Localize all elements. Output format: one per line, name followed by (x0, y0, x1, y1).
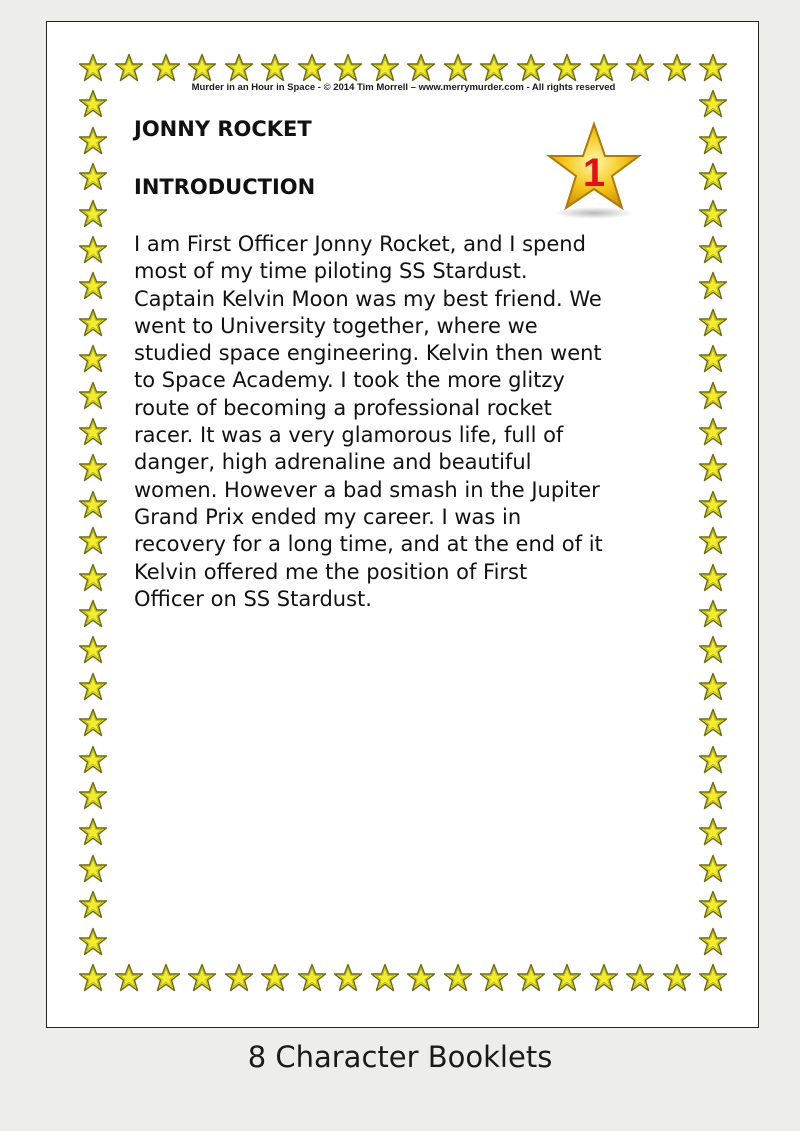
star-icon (552, 53, 582, 83)
star-icon (78, 417, 108, 447)
star-icon (698, 271, 728, 301)
star-icon (698, 890, 728, 920)
star-icon (516, 963, 546, 993)
star-icon (78, 635, 108, 665)
star-icon (698, 89, 728, 119)
star-icon (78, 854, 108, 884)
star-icon (479, 53, 509, 83)
star-icon (260, 53, 290, 83)
star-icon (114, 53, 144, 83)
star-icon (78, 89, 108, 119)
star-icon (662, 963, 692, 993)
star-icon (698, 599, 728, 629)
star-icon (78, 235, 108, 265)
star-icon (78, 745, 108, 775)
star-icon (78, 963, 108, 993)
star-icon (78, 126, 108, 156)
star-icon (698, 126, 728, 156)
star-icon (78, 344, 108, 374)
star-icon (78, 199, 108, 229)
star-icon (78, 162, 108, 192)
star-icon (224, 53, 254, 83)
gold-star-icon (546, 120, 642, 220)
star-icon (443, 963, 473, 993)
star-icon (370, 53, 400, 83)
star-icon (698, 745, 728, 775)
badge-number: 1 (582, 151, 606, 195)
star-icon (698, 672, 728, 702)
star-icon (698, 781, 728, 811)
star-icon (78, 927, 108, 957)
star-icon (443, 53, 473, 83)
star-icon (187, 53, 217, 83)
star-icon (698, 708, 728, 738)
star-icon (333, 963, 363, 993)
star-icon (698, 53, 728, 83)
star-icon (78, 381, 108, 411)
star-icon (151, 53, 181, 83)
star-icon (662, 53, 692, 83)
star-icon (224, 963, 254, 993)
star-icon (698, 199, 728, 229)
star-icon (78, 490, 108, 520)
star-icon (333, 53, 363, 83)
star-icon (698, 235, 728, 265)
star-icon (78, 708, 108, 738)
star-icon (698, 526, 728, 556)
introduction-text: I am First Officer Jonny Rocket, and I spend most of my time piloting SS Stardust. Captain Kelvin Moon was my best friend. We went to University together, where we studied space engineering. Kelvin then went to Space Academy. I took the more glitzy route of becoming a professional rocket racer. It was a very glamorous life, full of danger, high adrenaline and beautiful women. However a bad smash in the Jupiter Grand Prix ended my career. I was in recovery for a long time, and at the end of it Kelvin offered me the position of First Officer on SS Stardust. (134, 232, 603, 611)
star-icon (114, 963, 144, 993)
star-icon (78, 271, 108, 301)
star-icon (698, 817, 728, 847)
star-icon (78, 53, 108, 83)
star-icon (698, 381, 728, 411)
star-icon (698, 563, 728, 593)
star-icon (78, 890, 108, 920)
star-icon (78, 817, 108, 847)
star-icon (698, 162, 728, 192)
star-icon (698, 308, 728, 338)
booklet-page (46, 21, 759, 1028)
star-icon (78, 563, 108, 593)
star-icon (370, 963, 400, 993)
star-icon (78, 781, 108, 811)
star-icon (625, 963, 655, 993)
star-icon (698, 453, 728, 483)
star-icon (698, 417, 728, 447)
star-icon (625, 53, 655, 83)
star-icon (589, 53, 619, 83)
star-icon (698, 490, 728, 520)
star-icon (297, 963, 327, 993)
caption: 8 Character Booklets (247, 1040, 553, 1074)
star-icon (260, 963, 290, 993)
star-icon (698, 927, 728, 957)
character-name: JONNY ROCKET (134, 117, 312, 141)
star-icon (516, 53, 546, 83)
star-icon (552, 963, 582, 993)
star-icon (78, 526, 108, 556)
star-icon (698, 635, 728, 665)
star-icon (698, 963, 728, 993)
star-icon (406, 53, 436, 83)
star-icon (78, 672, 108, 702)
star-icon (698, 344, 728, 374)
star-icon (698, 854, 728, 884)
star-icon (479, 963, 509, 993)
section-heading: INTRODUCTION (134, 175, 316, 199)
star-icon (78, 599, 108, 629)
star-icon (151, 963, 181, 993)
star-icon (78, 308, 108, 338)
copyright-line: Murder in an Hour in Space - © 2014 Tim Morrell – www.merrymurder.com - All rights reserved (191, 82, 616, 93)
star-icon (78, 453, 108, 483)
star-icon (297, 53, 327, 83)
star-icon (589, 963, 619, 993)
star-icon (187, 963, 217, 993)
star-icon (406, 963, 436, 993)
